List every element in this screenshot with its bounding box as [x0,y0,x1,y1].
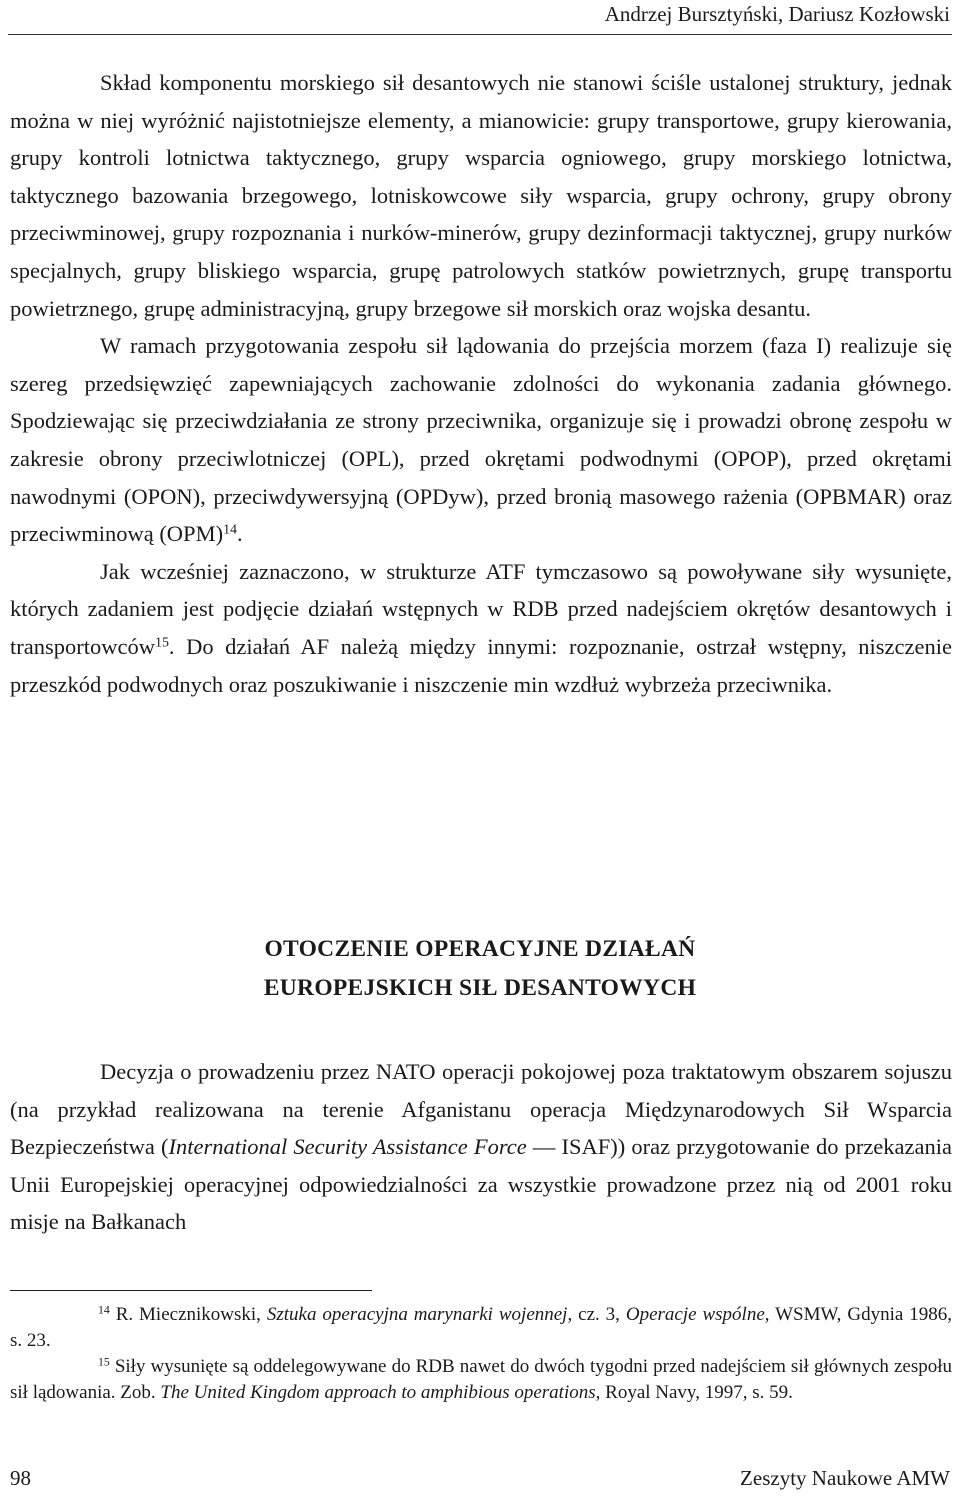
footnote-rule [10,1290,372,1291]
paragraph-3: Jak wcześniej zaznaczono, w strukturze ATF tymczasowo są powoływane siły wysunięte, których zadaniem jest podjęcie działań wstępnych w RDB przed nadejściem okrętów desantowych i transportowców$^{15}$. Do działań AF należą między innymi: rozpoznanie, ostrzał wstępny, niszczenie przeszkód podwodnych oraz poszukiwanie i niszczenie min wzdłuż wybrzeża przeciwnika. [10,558,952,697]
section-heading-line-2: EUROPEJSKICH SIŁ DESANTOWYCH [263,975,697,1001]
footnote-14: $^{14}$ R. Miecznikowski, Sztuka operacyjna marynarki wojennej, cz. 3, Operacje wspólne, WSMW, Gdynia 1986, s. 23. [10,1303,952,1351]
paragraph-4: Decyzja o prowadzeniu przez NATO operacji pokojowej poza traktatowym obszarem sojuszu (na przykład realizowana na terenie Afganistanu operacja Międzynarodowych Sił Wsparcia Bezpieczeństwa (International Security Assistance Force — ISAF)) oraz przygotowanie do przekazania Unii Europejskiej operacyjnej odpowiedzialności za wszystkie prowadzone przez nią od 2001 roku misje na Bałkanach [10,1059,952,1235]
journal-name: Zeszyty Naukowe AMW [740,1466,950,1490]
page-number: 98 [10,1466,31,1490]
paragraph-1: Skład komponentu morskiego sił desantowych nie stanowi ściśle ustalonej struktury, jednak można w niej wyróżnić najistotniejsze elementy, a mianowicie: grupy transportowe, grupy kierowania, grupy kontroli lotnictwa taktycznego, grupy wsparcia ogniowego, grupy morskiego lotnictwa, taktycznego bazowania brzegowego, lotniskowcowe siły wsparcia, grupy ochrony, grupy obrony przeciwminowej, grupy rozpoznania i nurków-minerów, grupy dezinformacji taktycznej, grupy nurków specjalnych, grupy bliskiego wsparcia, grupę patrolowych statków powietrznych, grupę transportu powietrznego, grupę administracyjną, grupy brzegowe sił morskich oraz wojska desantu. [10,70,952,321]
body-text-bottom [10,1053,952,1241]
section-heading [0,930,960,1008]
header-rule [8,34,952,35]
footnote-15: $^{15}$ Siły wysunięte są oddelegowywane do RDB nawet do dwóch tygodni przed nadejściem sił głównych zespołu sił lądowania. Zob. The United Kingdom approach to amphibious operations, Royal Navy, 1997, s. 59. [10,1355,952,1403]
body-text-top [10,64,952,703]
section-heading-line-1: OTOCZENIE OPERACYJNE DZIAŁAŃ [264,936,696,962]
footnote-ref-14[interactable]: 14 [223,522,238,538]
paragraph-2: W ramach przygotowania zespołu sił lądowania do przejścia morzem (faza I) realizuje się szereg przedsięwzięć zapewniających zachowanie zdolności do wykonania zadania głównego. Spodziewając się przeciwdziałania ze strony przeciwnika, organizuje się i prowadzi obronę zespołu w zakresie obrony przeciwlotniczej (OPL), przed okrętami podwodnymi (OPOP), przed okrętami nawodnymi (OPON), przeciwdywersyjną (OPDyw), przed bronią masowego rażenia (OPBMAR) oraz przeciwminową (OPM)$^{14}$. [10,333,952,547]
footnotes [10,1302,952,1406]
footnote-ref-15[interactable]: 15 [154,635,169,651]
running-head: Andrzej Bursztyński, Dariusz Kozłowski [604,2,950,26]
